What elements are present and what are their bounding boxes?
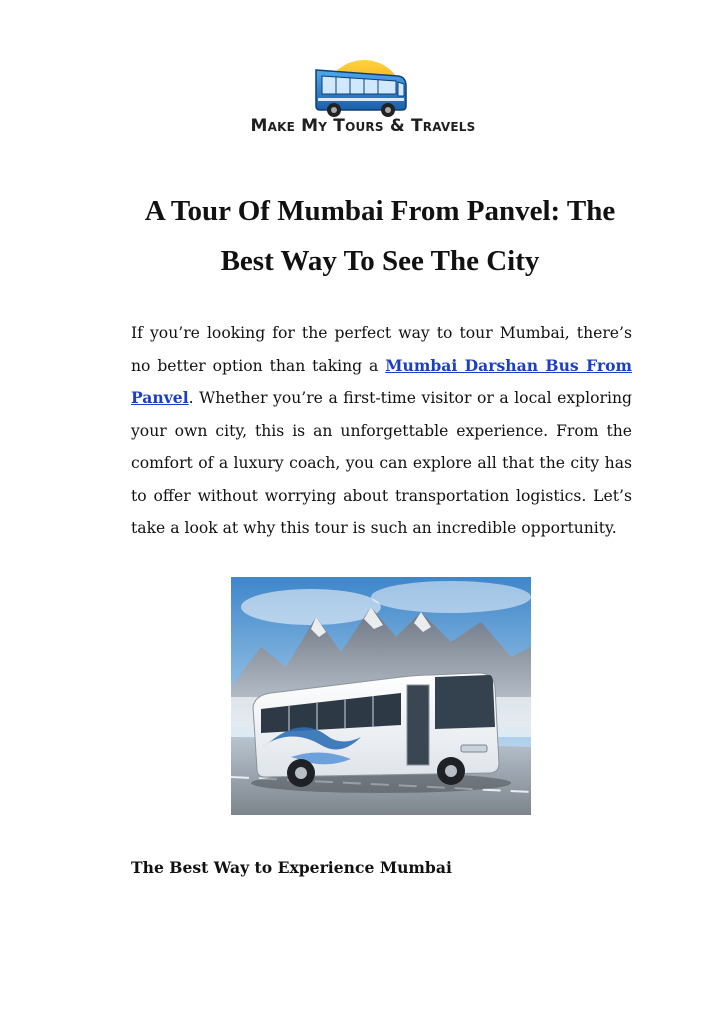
section-heading: The Best Way to Experience Mumbai (131, 858, 452, 877)
page-title (80, 186, 680, 286)
intro-text-after-link: . Whether you’re a first-time visitor or a local exploring your own city, this is an unforgettable experience. From the comfort of a luxury coach, you can explore all that the city has to offer without worrying about transportation logistics. Let’s take a look at why this tour is such an incredible opportunity. (131, 389, 632, 537)
page-title-line-1: A Tour Of Mumbai From Panvel: The (144, 195, 616, 227)
intro-text-before-link: If you’re looking for the perfect way to tour Mumbai, there’s no better option than taking a (131, 324, 632, 375)
intro-paragraph (131, 317, 632, 545)
coach-bus-mountains-photo-icon (231, 577, 531, 815)
bus-sunrise-logo-icon (310, 40, 416, 120)
brand-logo (228, 40, 498, 144)
page-title-line-2: Best Way To See The City (220, 245, 540, 277)
coach-bus-photo (231, 577, 531, 815)
brand-name: Make My Tours & Travels (250, 116, 476, 136)
mumbai-darshan-bus-link[interactable]: Mumbai Darshan Bus From Panvel (131, 355, 632, 407)
